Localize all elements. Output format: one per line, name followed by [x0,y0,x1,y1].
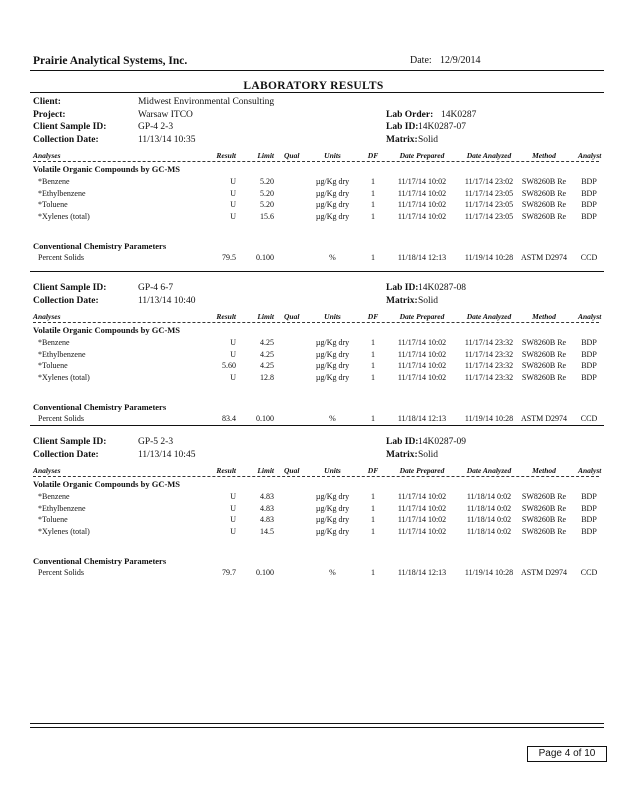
method-value: SW8260B Re [521,503,567,513]
analyte-name: *Benzene [38,492,70,501]
sample-separator [30,425,604,426]
df-value: 1 [371,188,375,198]
analyte-name: Percent Solids [38,414,84,423]
limit-value: 0.100 [256,253,274,262]
section-voc-title: Volatile Organic Compounds by GC-MS [33,164,181,174]
limit-value: 4.83 [260,515,274,524]
df-value: 1 [371,253,375,262]
result-value: U [230,200,236,209]
client-label: Client: [33,97,61,107]
col-method: Method [532,466,556,475]
date-prepared: 11/18/14 12:13 [397,253,447,262]
date-analyzed: 11/18/14 0:02 [466,526,512,536]
df-value: 1 [371,492,375,501]
limit-value: 4.83 [260,503,274,513]
col-analyses: Analyses [33,466,61,475]
col-method: Method [532,312,556,321]
col-units: Units [324,466,341,475]
col-qual: Qual [284,312,300,321]
col-units: Units [324,312,341,321]
lab-id-label: Lab ID: [386,283,419,293]
method-value: SW8260B Re [521,211,567,221]
col-date-prepared: Date Prepared [399,312,445,321]
analyst-value: BDP [581,515,597,524]
col-analyses: Analyses [33,151,61,160]
matrix-value: Solid [418,450,439,460]
units-value: % [329,414,336,423]
collection-date: 11/13/14 10:35 [138,135,196,145]
col-df: DF [367,151,379,160]
limit-value: 5.20 [260,200,274,209]
col-qual: Qual [284,466,300,475]
analyte-name: Percent Solids [38,568,84,577]
limit-value: 4.83 [260,492,274,501]
units-value: µg/Kg dry [315,515,350,524]
result-value: U [230,526,236,536]
analyst-value: CCD [580,568,598,577]
result-value: U [230,188,236,198]
analyte-name: *Ethylbenzene [38,349,86,359]
method-value: SW8260B Re [521,188,567,198]
date-analyzed: 11/17/14 23:05 [464,200,514,209]
lab-id-label: Lab ID: [386,437,419,447]
method-value: SW8260B Re [521,361,567,370]
date-prepared: 11/17/14 10:02 [397,526,447,536]
date-analyzed: 11/17/14 23:32 [464,338,514,347]
col-qual: Qual [284,151,300,160]
analyte-name: *Xylenes (total) [38,526,90,536]
section-conventional-title: Conventional Chemistry Parameters [33,556,167,566]
result-value: 79.7 [222,568,236,577]
matrix-label: Matrix: [386,135,418,145]
header-rule [30,70,604,71]
client-sample-id: GP-4 6-7 [138,283,174,293]
limit-value: 4.25 [260,361,274,370]
analyst-value: BDP [581,211,597,221]
analyst-value: BDP [581,349,597,359]
units-value: µg/Kg dry [315,211,350,221]
col-result: Result [216,151,236,160]
col-date-analyzed: Date Analyzed [466,151,512,160]
analyst-value: BDP [581,338,597,347]
result-value: U [230,515,236,524]
date-prepared: 11/17/14 10:02 [397,492,447,501]
date-prepared: 11/17/14 10:02 [397,338,447,347]
matrix-label: Matrix: [386,450,418,460]
date-analyzed: 11/18/14 0:02 [466,492,512,501]
section-voc-title: Volatile Organic Compounds by GC-MS [33,479,181,489]
collection-date-label: Collection Date: [33,450,99,460]
result-value: 5.60 [222,361,236,370]
analyte-name: *Xylenes (total) [38,211,90,221]
date-prepared: 11/17/14 10:02 [397,211,447,221]
col-analyst: Analyst [578,466,602,475]
limit-value: 5.20 [260,188,274,198]
analyte-name: *Ethylbenzene [38,188,86,198]
method-value: SW8260B Re [521,372,567,382]
date-prepared: 11/17/14 10:02 [397,503,447,513]
analyst-value: BDP [581,188,597,198]
limit-value: 14.5 [260,526,274,536]
limit-value: 4.25 [260,338,274,347]
date-analyzed: 11/17/14 23:32 [464,372,514,382]
date-analyzed: 11/17/14 23:05 [464,211,514,221]
method-value: SW8260B Re [521,177,567,186]
col-date-analyzed: Date Analyzed [466,466,512,475]
client-sample-id: GP-4 2-3 [138,122,174,132]
method-value: SW8260B Re [521,349,567,359]
df-value: 1 [371,372,375,382]
date-prepared: 11/17/14 10:02 [397,361,447,370]
limit-value: 4.25 [260,349,274,359]
matrix-label: Matrix: [386,296,418,306]
method-value: SW8260B Re [521,200,567,209]
result-value: U [230,492,236,501]
col-date-analyzed: Date Analyzed [466,312,512,321]
col-limit: Limit [257,312,274,321]
date-prepared: 11/18/14 12:13 [397,414,447,423]
col-df: DF [367,312,379,321]
collection-date: 11/13/14 10:40 [138,296,196,306]
page-number: Page 4 of 10 [527,746,607,762]
method-value: SW8260B Re [521,492,567,501]
units-value: µg/Kg dry [315,188,350,198]
limit-value: 0.100 [256,568,274,577]
analyst-value: BDP [581,200,597,209]
units-value: µg/Kg dry [315,372,350,382]
company-name: Prairie Analytical Systems, Inc. [33,55,188,67]
df-value: 1 [371,414,375,423]
analyst-value: BDP [581,372,597,382]
client-value: Midwest Environmental Consulting [138,97,275,107]
client-sample-id-label: Client Sample ID: [33,283,107,293]
df-value: 1 [371,503,375,513]
method-value: SW8260B Re [521,338,567,347]
units-value: µg/Kg dry [315,503,350,513]
date-analyzed: 11/18/14 0:02 [466,503,512,513]
date-prepared: 11/17/14 10:02 [397,372,447,382]
lab-id: 14K0287-09 [418,437,467,447]
limit-value: 0.100 [256,414,274,423]
result-value: U [230,372,236,382]
df-value: 1 [371,526,375,536]
date-analyzed: 11/17/14 23:02 [464,177,514,186]
column-header-rule [33,322,599,323]
column-header-rule [33,161,599,162]
df-value: 1 [371,211,375,221]
col-method: Method [532,151,556,160]
result-value: U [230,503,236,513]
analyte-name: *Benzene [38,177,70,186]
project-label: Project: [33,110,66,120]
units-value: µg/Kg dry [315,492,350,501]
analyst-value: BDP [581,177,597,186]
analyte-name: *Benzene [38,338,70,347]
result-value: U [230,338,236,347]
method-value: ASTM D2974 [520,253,567,262]
col-units: Units [324,151,341,160]
collection-date-label: Collection Date: [33,135,99,145]
date-analyzed: 11/18/14 0:02 [466,515,512,524]
df-value: 1 [371,515,375,524]
df-value: 1 [371,349,375,359]
df-value: 1 [371,200,375,209]
col-result: Result [216,466,236,475]
project-value: Warsaw ITCO [138,110,193,120]
col-date-prepared: Date Prepared [399,151,445,160]
footer-rule-thin [30,727,604,728]
method-value: SW8260B Re [521,515,567,524]
date-analyzed: 11/17/14 23:05 [464,188,514,198]
date-analyzed: 11/19/14 10:28 [464,568,514,577]
units-value: µg/Kg dry [315,200,350,209]
date-prepared: 11/17/14 10:02 [397,200,447,209]
date-analyzed: 11/17/14 23:32 [464,349,514,359]
matrix-value: Solid [418,296,439,306]
footer-rule [30,723,604,724]
analyst-value: BDP [581,492,597,501]
date-prepared: 11/17/14 10:02 [397,177,447,186]
col-limit: Limit [257,466,274,475]
df-value: 1 [371,338,375,347]
page-title: LABORATORY RESULTS [243,80,384,92]
date-prepared: 11/18/14 12:13 [397,568,447,577]
result-value: U [230,211,236,221]
client-sample-id-label: Client Sample ID: [33,122,107,132]
result-value: U [230,177,236,186]
collection-date: 11/13/14 10:45 [138,450,196,460]
units-value: µg/Kg dry [315,338,350,347]
limit-value: 12.8 [260,372,274,382]
df-value: 1 [371,568,375,577]
col-result: Result [216,312,236,321]
df-value: 1 [371,177,375,186]
lab-order-label: Lab Order: [386,110,434,120]
analyte-name: *Toluene [38,200,68,209]
method-value: ASTM D2974 [520,568,567,577]
method-value: ASTM D2974 [520,414,567,423]
client-sample-id-label: Client Sample ID: [33,437,107,447]
units-value: µg/Kg dry [315,526,350,536]
lab-id-label: Lab ID: [386,122,419,132]
method-value: SW8260B Re [521,526,567,536]
analyte-name: *Toluene [38,515,68,524]
date-analyzed: 11/17/14 23:32 [464,361,514,370]
date-prepared: 11/17/14 10:02 [397,349,447,359]
client-sample-id: GP-5 2-3 [138,437,174,447]
date-prepared: 11/17/14 10:02 [397,515,447,524]
date-prepared: 11/17/14 10:02 [397,188,447,198]
limit-value: 5.20 [260,177,274,186]
col-date-prepared: Date Prepared [399,466,445,475]
lab-id: 14K0287-07 [418,122,467,132]
col-analyst: Analyst [578,312,602,321]
report-date: 12/9/2014 [440,55,481,66]
column-header-rule [33,476,599,477]
analyst-value: CCD [580,253,598,262]
col-limit: Limit [257,151,274,160]
analyst-value: CCD [580,414,598,423]
result-value: 83.4 [222,414,236,423]
section-voc-title: Volatile Organic Compounds by GC-MS [33,325,181,335]
units-value: % [329,253,336,262]
report-date-label: Date: [410,55,432,66]
date-analyzed: 11/19/14 10:28 [464,414,514,423]
analyte-name: *Ethylbenzene [38,503,86,513]
title-rule [30,92,604,93]
analyst-value: BDP [581,361,597,370]
date-analyzed: 11/19/14 10:28 [464,253,514,262]
units-value: µg/Kg dry [315,361,350,370]
analyte-name: *Toluene [38,361,68,370]
analyte-name: Percent Solids [38,253,84,262]
col-df: DF [367,466,379,475]
units-value: % [329,568,336,577]
section-conventional-title: Conventional Chemistry Parameters [33,402,167,412]
col-analyses: Analyses [33,312,61,321]
lab-order-value: 14K0287 [441,110,477,120]
units-value: µg/Kg dry [315,177,350,186]
df-value: 1 [371,361,375,370]
units-value: µg/Kg dry [315,349,350,359]
lab-id: 14K0287-08 [418,283,467,293]
result-value: U [230,349,236,359]
analyst-value: BDP [581,503,597,513]
sample-separator [30,271,604,272]
limit-value: 15.6 [260,211,274,221]
analyte-name: *Xylenes (total) [38,372,90,382]
matrix-value: Solid [418,135,439,145]
col-analyst: Analyst [578,151,602,160]
result-value: 79.5 [222,253,236,262]
section-conventional-title: Conventional Chemistry Parameters [33,241,167,251]
collection-date-label: Collection Date: [33,296,99,306]
analyst-value: BDP [581,526,597,536]
